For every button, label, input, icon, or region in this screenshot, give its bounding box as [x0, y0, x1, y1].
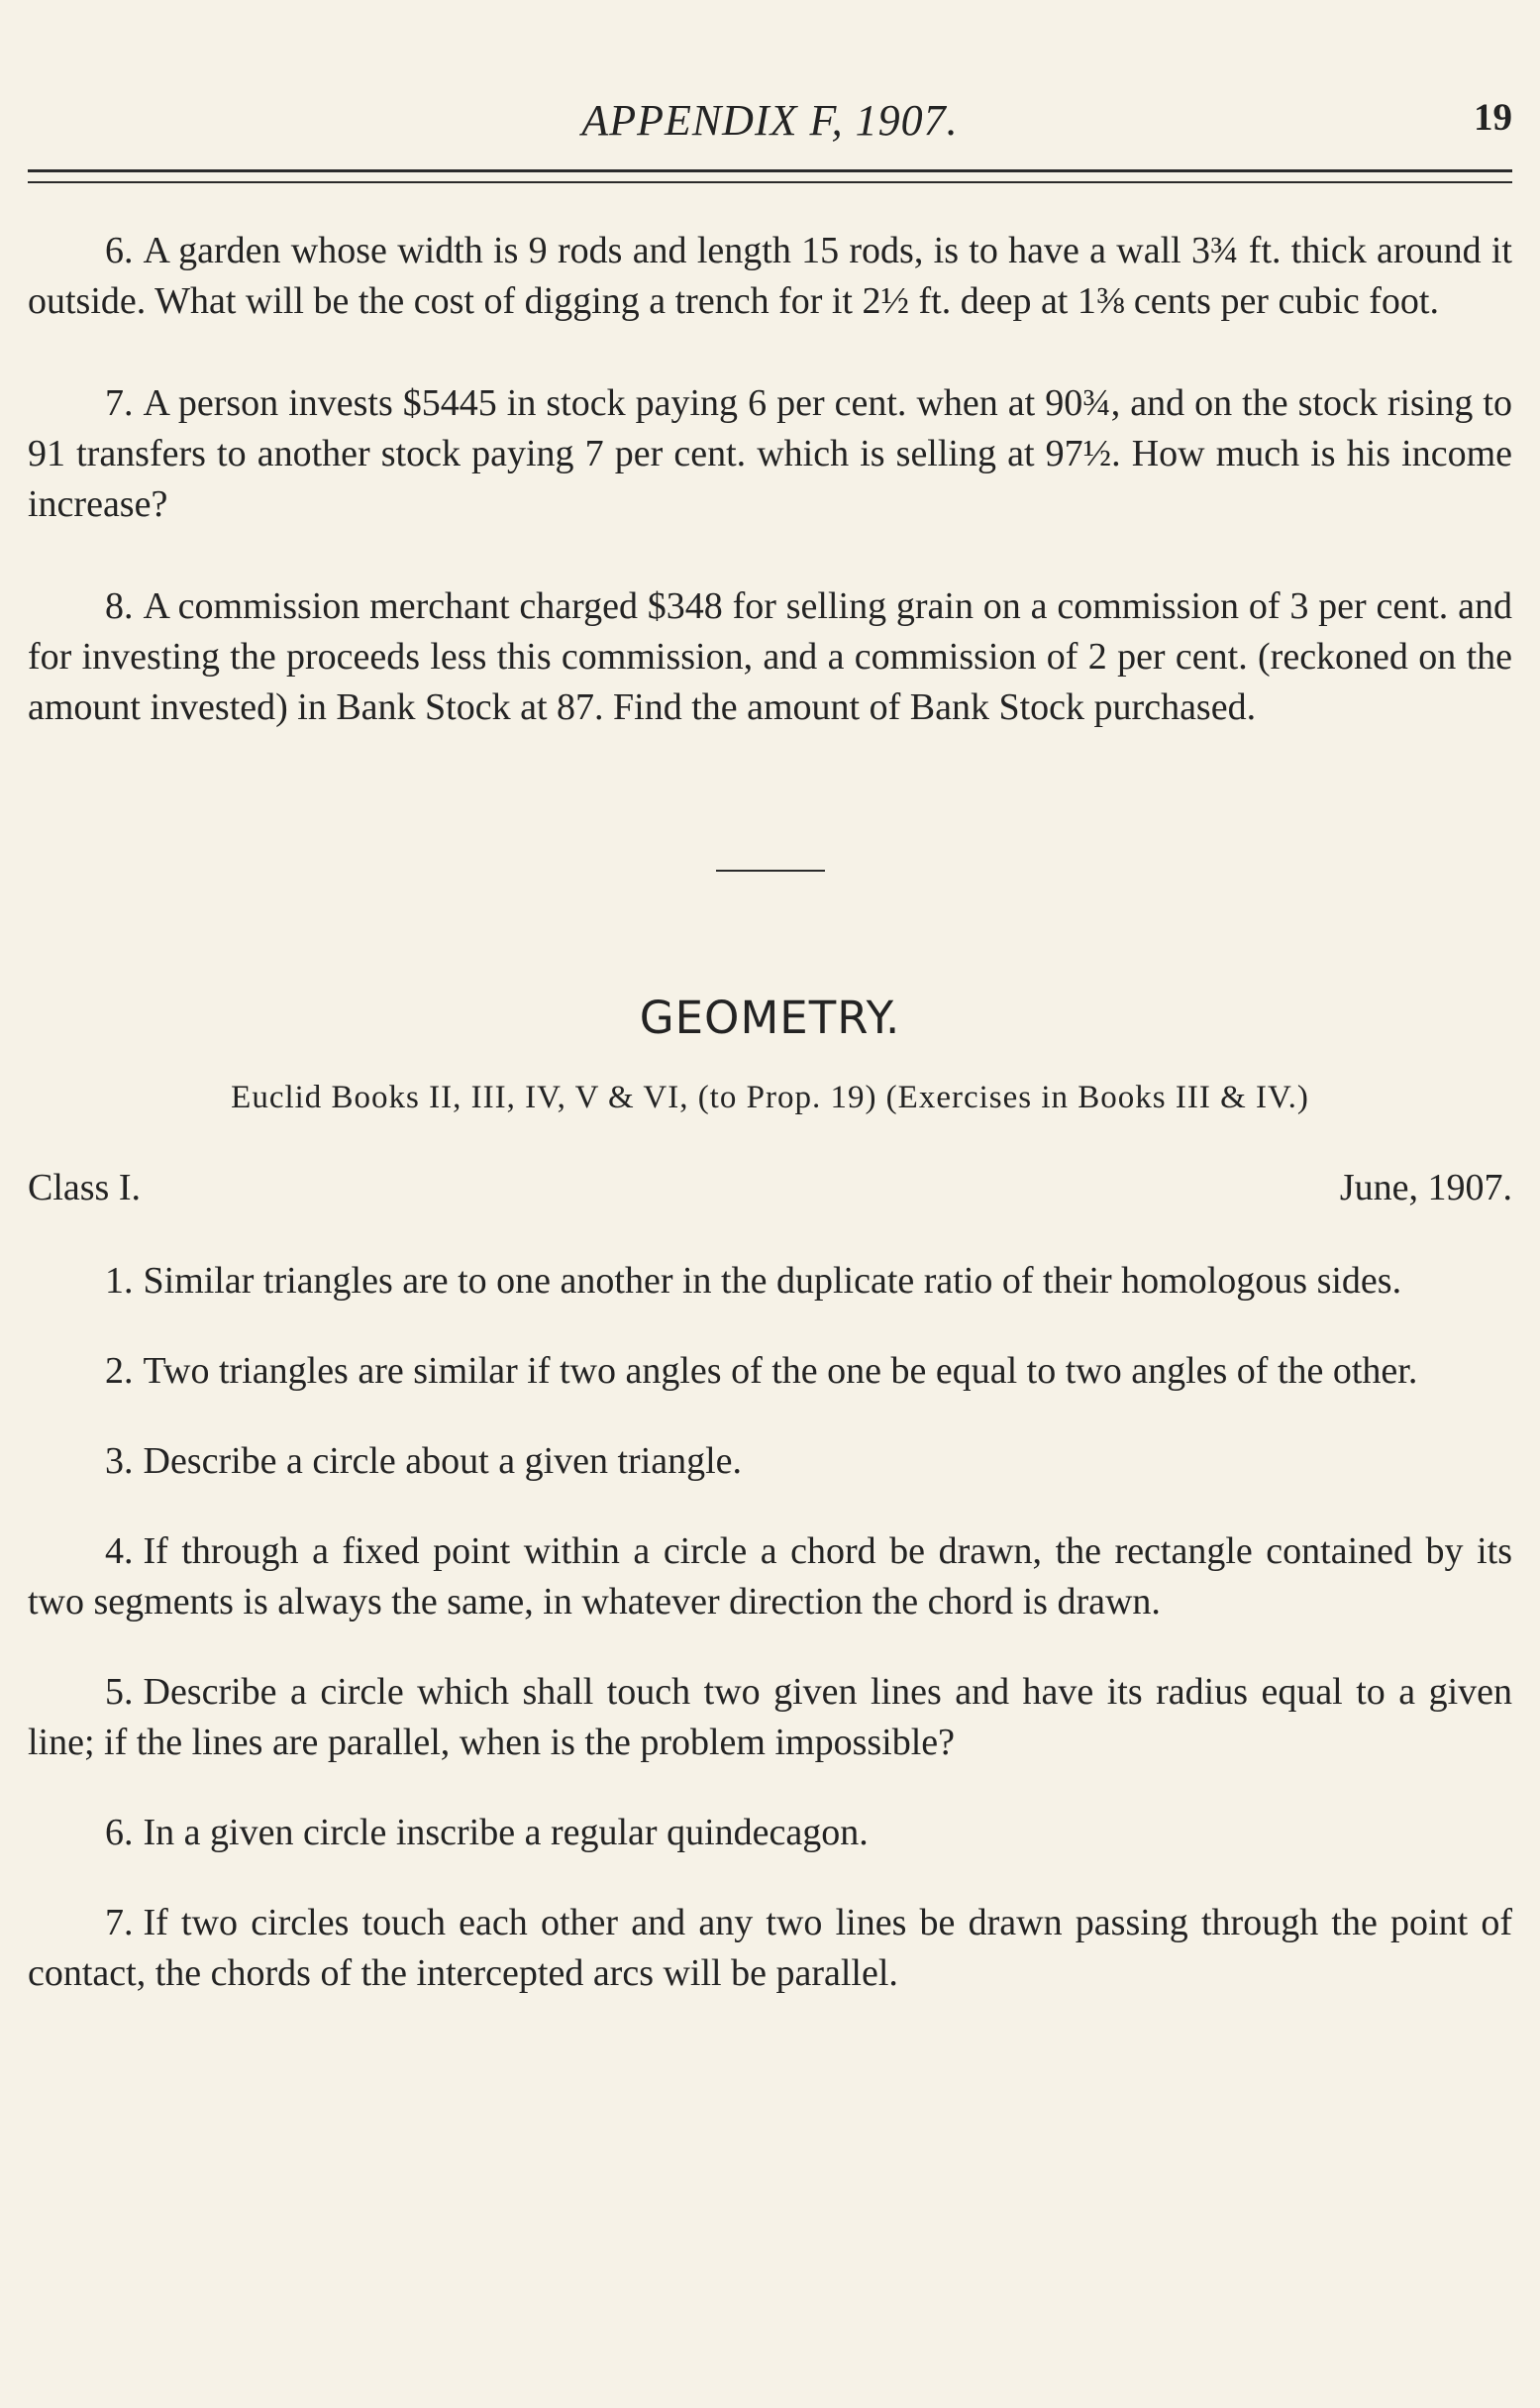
geometry-question-6	[28, 1808, 1512, 1858]
question-number: 1.	[105, 1260, 134, 1302]
question-number: 7.	[105, 1902, 134, 1943]
question-text: Describe a circle about a given triangle.	[143, 1440, 743, 1482]
question-text: Similar triangles are to one another in the duplicate ratio of their homologous sides.	[143, 1260, 1402, 1302]
question-number: 4.	[105, 1530, 134, 1572]
geometry-question-5	[28, 1667, 1512, 1768]
question-text: A commission merchant charged $348 for selling grain on a commission of 3 per cent. and for investing the proceeds less this commission, and a commission of 2 per cent. (reckoned on the amount invested) in Bank Stock at 87. Find the amount of Bank Stock purchased.	[28, 585, 1512, 728]
question-number: 6.	[105, 230, 134, 271]
header-rule-thin	[28, 181, 1512, 183]
section-divider	[716, 870, 825, 872]
question-text: Two triangles are similar if two angles of the one be equal to two angles of the other.	[143, 1350, 1418, 1392]
question-text: If through a fixed point within a circle a chord be drawn, the rectangle contained by its two segments is always the same, in whatever direction the chord is drawn.	[28, 1530, 1512, 1623]
page-header	[28, 87, 1512, 147]
section-title: GEOMETRY.	[639, 992, 901, 1044]
page-number: 19	[1474, 96, 1512, 139]
geometry-question-4	[28, 1526, 1512, 1627]
section-subtitle: Euclid Books II, III, IV, V & VI, (to Prop. 19) (Exercises in Books III & IV.)	[231, 1080, 1309, 1115]
question-text: In a given circle inscribe a regular quindecagon.	[143, 1812, 869, 1853]
page-content	[28, 226, 1512, 1999]
question-number: 3.	[105, 1440, 134, 1482]
question-text: A person invests $5445 in stock paying 6 per cent. when at 90¾, and on the stock rising to 91 transfers to another stock paying 7 per cent. which is selling at 97½. How much is his income increase?	[28, 382, 1512, 525]
question-number: 2.	[105, 1350, 134, 1392]
arithmetic-question-8	[28, 581, 1512, 733]
question-text: Describe a circle which shall touch two given lines and have its radius equal to a given line; if the lines are parallel, when is the problem impossible?	[28, 1671, 1512, 1763]
question-number: 8.	[105, 585, 134, 627]
running-title: APPENDIX F, 1907.	[581, 96, 959, 145]
geometry-question-3	[28, 1436, 1512, 1487]
question-text: A garden whose width is 9 rods and length 15 rods, is to have a wall 3¾ ft. thick around it outside. What will be the cost of digging a trench for it 2½ ft. deep at 1⅜ cents per cubic foot.	[28, 230, 1512, 322]
header-rule-thick	[28, 169, 1512, 172]
question-number: 5.	[105, 1671, 134, 1713]
arithmetic-question-7	[28, 378, 1512, 530]
geometry-question-1	[28, 1256, 1512, 1307]
geometry-question-7	[28, 1898, 1512, 1999]
question-text: If two circles touch each other and any two lines be drawn passing through the point of contact, the chords of the intercepted arcs will be parallel.	[28, 1902, 1512, 1994]
question-number: 7.	[105, 382, 134, 424]
exam-date: June, 1907.	[1339, 1167, 1512, 1208]
geometry-question-2	[28, 1346, 1512, 1397]
question-number: 6.	[105, 1812, 134, 1853]
class-line	[28, 1163, 1512, 1214]
class-label: Class I.	[28, 1167, 141, 1208]
arithmetic-question-6	[28, 226, 1512, 327]
